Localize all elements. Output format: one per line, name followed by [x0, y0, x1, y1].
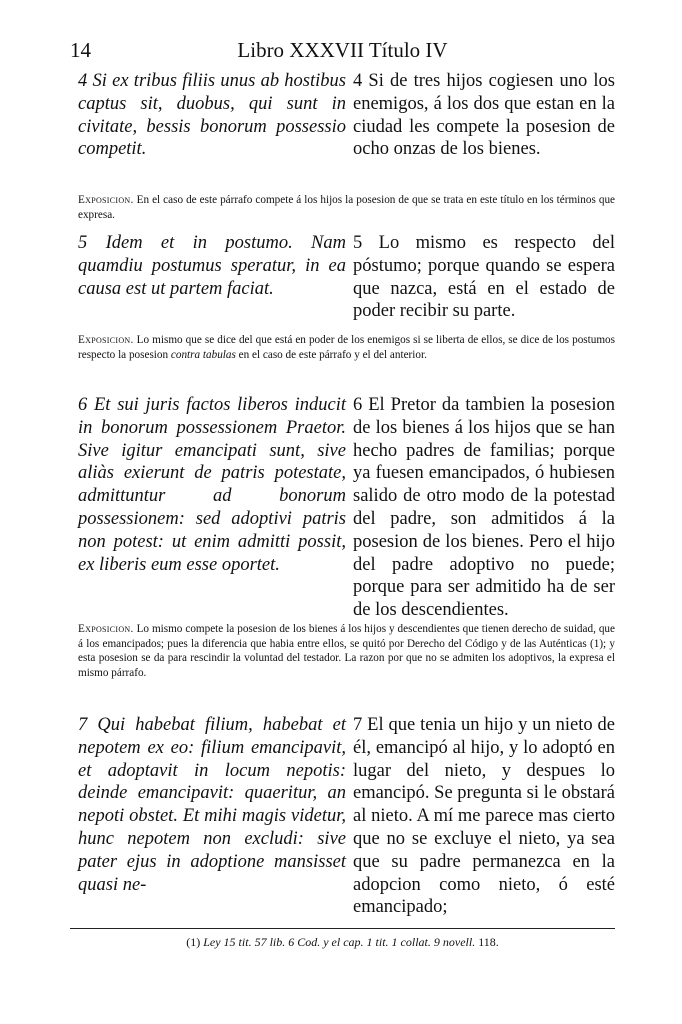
spanish-text-5: 5 Lo mismo es respecto del póstumo; porque quando se espera que nazca, está en el estado de poder recibir su parte.: [353, 233, 615, 322]
exposicion-label: Exposicion.: [78, 194, 134, 206]
page-number: 14: [70, 38, 91, 62]
exposicion-4: [78, 193, 615, 222]
exposicion-6: [78, 622, 615, 680]
exposicion-label: Exposicion.: [78, 623, 134, 635]
latin-text-6: 6 Et sui juris factos liberos inducit in bonorum possessionem Praetor. Sive igitur emancipati sunt, sive aliàs exierunt de patris potestate, admittuntur ad bonorum possessionem: sed adoptivi patris non potest: ut enim admitti possit, ex liberis eum esse oportet.: [78, 395, 346, 575]
latin-text-4: 4 Si ex tribus filiis unus ab hostibus captus sit, duobus, qui sunt in civitate, bessis bonorum possessio competit.: [78, 71, 346, 160]
spanish-text-6: 6 El Pretor da tambien la posesion de los bienes á los hijos que se han hecho padres de familias; porque ya fuesen emancipados, ó hubiesen salido de otro modo de la potestad del padre, son admitidos á la posesion de los bienes. Pero el hijo del padre adoptivo no puede; porque para ser admitido ha de ser de los descendientes.: [353, 395, 615, 621]
exposicion-5: [78, 333, 615, 362]
latin-text-5: 5 Idem et in postumo. Nam quamdiu postumus speratur, in ea causa est ut partem faciat.: [78, 233, 346, 299]
exposicion-label: Exposicion.: [78, 334, 134, 346]
exposicion-text: Lo mismo compete la posesion de los bienes á los hijos y descendientes que tienen derecho de suidad, que á los emancipados; pues la diferencia que habia entre ellos, se quitó por Derecho del Código y de las Auténticas (1); y esta posesion se da para rescindir la voluntad del testador. La razon por que no se admiten los adoptivos, la expresa el mismo párrafo.: [78, 623, 615, 679]
footnote-marker: (1): [186, 935, 201, 949]
footnote: [70, 935, 615, 950]
running-title: Libro XXXVII Título IV: [237, 38, 448, 62]
exposicion-italic-phrase: contra tabulas: [170, 348, 236, 361]
exposicion-text: En el caso de este párrafo compete á los hijos la posesion de que se trata en este título en los términos que expresa.: [78, 194, 616, 221]
exposicion-text-part-1: Lo mismo que se dice del que está en poder de los enemigos si se liberta de ellos, se dice de los postumos respecto la posesion: [78, 334, 615, 361]
footnote-number: 118.: [478, 935, 499, 949]
footnote-divider: [70, 928, 615, 929]
spanish-text-7: 7 El que tenia un hijo y un nieto de él, emancipó al hijo, y lo adoptó en lugar del nieto, y despues lo emancipó. Se pregunta si le obstará al nieto. A mí me parece mas cierto que no se excluye el nieto, ya sea que su padre permanezca en la adopcion como nieto, ó esté emancipado;: [353, 715, 615, 918]
page-header: [70, 38, 615, 68]
spanish-text-4: 4 Si de tres hijos cogiesen uno los enemigos, á los dos que estan en la ciudad les compete la posesion de ocho onzas de los bienes.: [353, 71, 615, 160]
footnote-citation: Ley 15 tit. 57 lib. 6 Cod. y el cap. 1 tit. 1 collat. 9 novell.: [203, 935, 476, 949]
latin-text-7: 7 Qui habebat filium, habebat et nepotem ex eo: filium emancipavit, et adoptavit in locum nepotis: deinde emancipavit: quaeritur, an nepoti obstet. Et mihi magis videtur, hunc nepotem non excludi: sive pater ejus in adoptione mansisset quasi ne-: [78, 715, 346, 895]
exposicion-text-part-2: en el caso de este párrafo y el del anterior.: [238, 348, 427, 361]
